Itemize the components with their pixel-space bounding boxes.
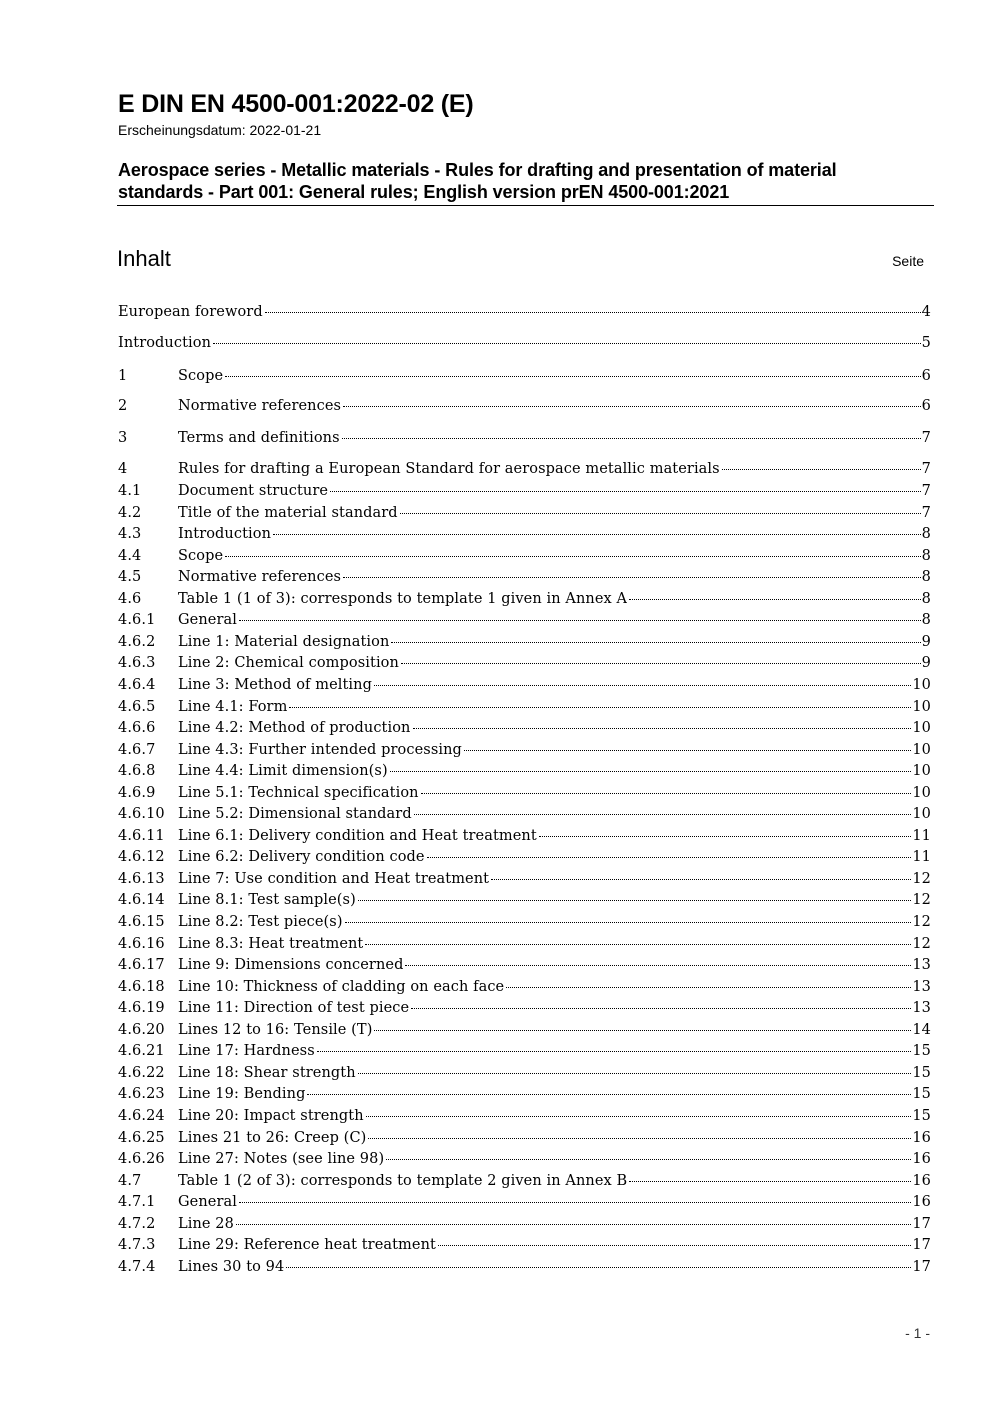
toc-entry[interactable] xyxy=(118,1234,931,1256)
toc-entry-number: 4.6.12 xyxy=(118,849,165,866)
toc-entry-leader xyxy=(629,599,921,600)
toc-entry-title: General xyxy=(178,612,237,629)
toc-entry-title: Line 28 xyxy=(178,1215,234,1232)
toc-entry-page: 10 xyxy=(912,806,931,823)
toc-entry-number: 4.6.3 xyxy=(118,655,156,672)
toc-entry-number: 4.6.16 xyxy=(118,935,165,952)
toc-entry-title: Line 3: Method of melting xyxy=(178,676,372,693)
toc-entry-page: 17 xyxy=(912,1215,931,1232)
toc-entry-page: 14 xyxy=(912,1021,931,1038)
toc-entry-number: 4.6.14 xyxy=(118,892,165,909)
toc-entry-leader xyxy=(365,944,911,945)
toc-entry[interactable] xyxy=(118,1019,931,1041)
toc-entry-leader xyxy=(225,376,921,377)
toc-entry-page: 12 xyxy=(912,914,931,930)
toc-entry-number: 4.7.2 xyxy=(118,1215,156,1232)
toc-entry-page: 13 xyxy=(912,957,931,974)
toc-entry-number: 4.6.10 xyxy=(118,806,165,823)
toc-entry-number: 4.7 xyxy=(118,1172,142,1189)
toc-entry-number: 4.6.23 xyxy=(118,1086,165,1103)
toc-entry-page: 10 xyxy=(912,784,931,801)
toc-entry-number: 4.7.1 xyxy=(118,1194,156,1211)
toc-entry-page: 15 xyxy=(912,1107,931,1124)
toc-entry-leader xyxy=(386,1159,911,1160)
toc-entry-leader xyxy=(368,1138,911,1139)
toc-entry-leader xyxy=(307,1094,911,1095)
toc-entry-title: Line 6.2: Delivery condition code xyxy=(178,849,425,866)
toc-entry-title: Line 9: Dimensions concerned xyxy=(178,957,404,974)
toc-entry-leader xyxy=(330,491,921,492)
toc-entry-number: 4.6.7 xyxy=(118,741,156,758)
header-divider xyxy=(117,205,934,206)
toc-entry-page: 12 xyxy=(912,870,931,887)
toc-entry-title: Line 6.1: Delivery condition and Heat treatment xyxy=(178,827,537,844)
toc-entry[interactable] xyxy=(118,609,931,631)
toc-entry-leader xyxy=(289,707,911,708)
toc-entry-leader xyxy=(239,620,921,621)
toc-entry-page: 5 xyxy=(921,335,931,351)
toc-entry-leader xyxy=(342,438,921,439)
toc-entry[interactable] xyxy=(118,365,931,387)
toc-entry-page: 8 xyxy=(921,590,931,607)
toc-entry-leader xyxy=(401,663,921,664)
toc-entry-page: 12 xyxy=(912,935,931,952)
toc-entry-page: 11 xyxy=(912,849,931,866)
toc-entry[interactable] xyxy=(118,458,931,480)
toc-entry[interactable] xyxy=(118,760,931,782)
toc-page-column-label: Seite xyxy=(892,253,924,269)
toc-entry-title: Line 4.4: Limit dimension(s) xyxy=(178,763,388,780)
toc-entry[interactable] xyxy=(118,545,931,567)
toc-entry[interactable] xyxy=(118,674,931,696)
toc-entry-leader xyxy=(390,771,912,772)
toc-entry-leader xyxy=(236,1224,911,1225)
toc-entry-page: 10 xyxy=(912,698,931,715)
toc-entry-number: 4.1 xyxy=(118,483,142,499)
toc-entry[interactable] xyxy=(118,889,931,911)
toc-entry-number: 4.6.1 xyxy=(118,612,156,629)
toc-entry-number: 4.6.13 xyxy=(118,870,165,887)
document-title-line-2: standards - Part 001: General rules; English version prEN 4500-001:2021 xyxy=(118,182,730,202)
toc-entry-leader xyxy=(273,534,921,535)
toc-entry-title: Introduction xyxy=(178,526,272,543)
toc-entry-page: 7 xyxy=(921,461,931,477)
toc-entry-page: 8 xyxy=(921,612,931,629)
toc-entry-title: Lines 30 to 94 xyxy=(178,1258,285,1275)
toc-entry-title: Title of the material standard xyxy=(178,504,398,521)
toc-entry-page: 8 xyxy=(921,569,931,586)
toc-entry[interactable] xyxy=(118,717,931,739)
toc-entry[interactable] xyxy=(118,1083,931,1105)
toc-entry-title: Line 1: Material designation xyxy=(178,633,390,650)
toc-entry[interactable] xyxy=(118,933,931,955)
toc-entry-leader xyxy=(213,343,921,344)
toc-entry-page: 16 xyxy=(912,1172,931,1189)
toc-entry-page: 7 xyxy=(921,483,931,499)
document-title xyxy=(118,159,934,203)
toc-entry-leader xyxy=(317,1051,912,1052)
toc-entry-title: Line 17: Hardness xyxy=(178,1043,315,1060)
toc-entry-page: 11 xyxy=(912,827,931,844)
document-id: E DIN EN 4500-001:2022-02 (E) xyxy=(118,90,474,118)
toc-entry-page: 16 xyxy=(912,1194,931,1211)
toc-entry-number: 4.6.22 xyxy=(118,1064,165,1081)
page-number: - 1 - xyxy=(905,1325,930,1341)
toc-entry[interactable] xyxy=(118,480,931,502)
toc-entry-leader xyxy=(286,1267,911,1268)
toc-entry-leader xyxy=(539,836,912,837)
toc-entry[interactable] xyxy=(118,782,931,804)
toc-entry-title: Line 8.2: Test piece(s) xyxy=(178,914,343,930)
toc-entry[interactable] xyxy=(118,301,931,323)
toc-entry-leader xyxy=(374,1030,911,1031)
toc-entry-title: Line 11: Direction of test piece xyxy=(178,1000,410,1017)
toc-entry-leader xyxy=(491,879,911,880)
publication-date: Erscheinungsdatum: 2022-01-21 xyxy=(118,122,322,138)
toc-entry-leader xyxy=(366,1116,912,1117)
toc-entry-number: 4.7.3 xyxy=(118,1237,156,1254)
toc-entry-page: 13 xyxy=(912,1000,931,1017)
toc-entry-title: Lines 21 to 26: Creep (C) xyxy=(178,1129,367,1146)
toc-entry-title: Line 5.2: Dimensional standard xyxy=(178,806,412,823)
toc-entry[interactable] xyxy=(118,427,931,449)
toc-entry-leader xyxy=(391,642,920,643)
toc-entry-title: Line 8.1: Test sample(s) xyxy=(178,892,356,909)
toc-entry-title: Line 5.1: Technical specification xyxy=(178,784,419,801)
toc-entry-number: 3 xyxy=(118,430,128,446)
toc-entry[interactable] xyxy=(118,502,931,524)
toc-entry-number: 4.6.26 xyxy=(118,1151,165,1168)
toc-entry-number: 4.6.6 xyxy=(118,720,156,737)
toc-entry-page: 15 xyxy=(912,1043,931,1060)
toc-entry-leader xyxy=(405,965,911,966)
toc-entry-page: 12 xyxy=(912,892,931,909)
toc-entry-number: 4.2 xyxy=(118,504,142,521)
toc-entry-title: Terms and definitions xyxy=(178,430,340,446)
toc-entry-page: 16 xyxy=(912,1129,931,1146)
toc-entry[interactable] xyxy=(118,588,931,610)
toc-entry-title: Scope xyxy=(178,368,224,384)
toc-entry-title: Normative references xyxy=(178,398,342,414)
toc-entry[interactable] xyxy=(118,868,931,890)
toc-entry[interactable] xyxy=(118,1127,931,1149)
toc-entry-title: Line 2: Chemical composition xyxy=(178,655,399,672)
toc-entry-title: Normative references xyxy=(178,569,342,586)
toc-entry-title: Line 7: Use condition and Heat treatment xyxy=(178,870,490,887)
toc-heading: Inhalt xyxy=(117,246,171,271)
toc-entry-page: 17 xyxy=(912,1258,931,1275)
toc-entry-leader xyxy=(374,685,911,686)
toc-entry-page: 8 xyxy=(921,547,931,564)
toc-entry-title: European foreword xyxy=(118,304,263,320)
toc-entry-leader xyxy=(414,814,912,815)
toc-entry-page: 17 xyxy=(912,1237,931,1254)
toc-entry-title: Rules for drafting a European Standard for aerospace metallic materials xyxy=(178,461,720,477)
toc-entry-leader xyxy=(411,1008,911,1009)
toc-entry-leader xyxy=(345,922,912,923)
toc-entry-number: 4.6.17 xyxy=(118,957,165,974)
toc-entry-leader xyxy=(464,750,911,751)
toc-entry-leader xyxy=(629,1181,911,1182)
toc-entry-page: 10 xyxy=(912,720,931,737)
toc-entry-page: 9 xyxy=(921,633,931,650)
toc-entry-leader xyxy=(413,728,912,729)
toc-entry-title: Introduction xyxy=(118,335,212,351)
toc-entry-leader xyxy=(358,1073,912,1074)
toc-entry[interactable] xyxy=(118,332,931,354)
toc-entry-leader xyxy=(225,556,921,557)
toc-entry-number: 4.5 xyxy=(118,569,142,586)
toc-entry-page: 9 xyxy=(921,655,931,672)
toc-entry-leader xyxy=(358,900,911,901)
toc-entry-number: 4 xyxy=(118,461,128,477)
toc-entry-title: Table 1 (2 of 3): corresponds to template 2 given in Annex B xyxy=(178,1172,628,1189)
toc-entry[interactable] xyxy=(118,395,931,417)
toc-entry[interactable] xyxy=(118,1040,931,1062)
toc-entry-number: 4.6.5 xyxy=(118,698,156,715)
toc-entry-number: 4.6.19 xyxy=(118,1000,165,1017)
toc-entry-number: 4.4 xyxy=(118,547,142,564)
toc-entry[interactable] xyxy=(118,976,931,998)
toc-entry[interactable] xyxy=(118,825,931,847)
toc-entry-title: Line 4.3: Further intended processing xyxy=(178,741,462,758)
toc-entry-title: Line 19: Bending xyxy=(178,1086,306,1103)
toc-entry-page: 15 xyxy=(912,1086,931,1103)
toc-entry-leader xyxy=(427,857,912,858)
toc-entry-title: Scope xyxy=(178,547,224,564)
toc-entry-page: 10 xyxy=(912,741,931,758)
toc-entry-title: Line 10: Thickness of cladding on each face xyxy=(178,978,505,995)
toc-entry-title: Line 4.1: Form xyxy=(178,698,288,715)
toc-entry-leader xyxy=(343,577,921,578)
toc-entry[interactable] xyxy=(118,1105,931,1127)
toc-entry-leader xyxy=(438,1245,911,1246)
toc-entry-title: Line 4.2: Method of production xyxy=(178,720,411,737)
toc-entry-leader xyxy=(400,513,921,514)
toc-entry-page: 16 xyxy=(912,1151,931,1168)
toc-entry[interactable] xyxy=(118,696,931,718)
toc-entry-page: 8 xyxy=(921,526,931,543)
document-title-line-1: Aerospace series - Metallic materials - Rules for drafting and presentation of material xyxy=(118,160,837,180)
toc-entry[interactable] xyxy=(118,1062,931,1084)
toc-entry-number: 4.3 xyxy=(118,526,142,543)
toc-entry-number: 4.6.24 xyxy=(118,1107,165,1124)
toc-entry-number: 4.6.9 xyxy=(118,784,156,801)
toc-entry[interactable] xyxy=(118,652,931,674)
toc-entry-number: 4.6.18 xyxy=(118,978,165,995)
toc-entry-leader xyxy=(722,469,921,470)
toc-entry[interactable] xyxy=(118,631,931,653)
toc-entry-leader xyxy=(421,793,912,794)
toc-entry-title: Line 8.3: Heat treatment xyxy=(178,935,364,952)
toc-entry-number: 4.6.15 xyxy=(118,914,165,930)
toc-entry-number: 4.6.4 xyxy=(118,676,156,693)
toc-entry[interactable] xyxy=(118,1191,931,1213)
toc-entry-title: General xyxy=(178,1194,237,1211)
toc-entry-number: 4.6.8 xyxy=(118,763,156,780)
toc-entry[interactable] xyxy=(118,1170,931,1192)
toc-entry[interactable] xyxy=(118,523,931,545)
toc-entry-number: 4.6.2 xyxy=(118,633,156,650)
toc-entry-page: 7 xyxy=(921,504,931,521)
toc-entry-number: 4.6.11 xyxy=(118,827,165,844)
toc-entry[interactable] xyxy=(118,803,931,825)
toc-entry-number: 4.6.20 xyxy=(118,1021,165,1038)
toc-entry[interactable] xyxy=(118,954,931,976)
toc-entry-leader xyxy=(343,406,921,407)
toc-entry-number: 4.6 xyxy=(118,590,142,607)
toc-entry-page: 4 xyxy=(921,304,931,320)
toc-entry[interactable] xyxy=(118,1213,931,1235)
toc-entry-leader xyxy=(265,312,921,313)
toc-entry-title: Line 29: Reference heat treatment xyxy=(178,1237,436,1254)
toc-entry-title: Table 1 (1 of 3): corresponds to template 1 given in Annex A xyxy=(178,590,628,607)
toc-entry[interactable] xyxy=(118,566,931,588)
toc-entry-leader xyxy=(239,1202,911,1203)
toc-entry-title: Document structure xyxy=(178,483,329,499)
toc-entry[interactable] xyxy=(118,1148,931,1170)
toc-entry-page: 10 xyxy=(912,676,931,693)
toc-entry-leader xyxy=(506,987,911,988)
toc-entry-title: Lines 12 to 16: Tensile (T) xyxy=(178,1021,373,1038)
toc-entry-page: 6 xyxy=(921,368,931,384)
toc-entry[interactable] xyxy=(118,1256,931,1278)
toc-entry-number: 4.6.25 xyxy=(118,1129,165,1146)
toc-entry-number: 4.6.21 xyxy=(118,1043,165,1060)
toc-entry-number: 1 xyxy=(118,368,128,384)
toc-entry[interactable] xyxy=(118,911,931,933)
toc-entry-number: 4.7.4 xyxy=(118,1258,156,1275)
toc-entry-page: 6 xyxy=(921,398,931,414)
toc-entry-page: 13 xyxy=(912,978,931,995)
toc-entry[interactable] xyxy=(118,997,931,1019)
toc-entry-title: Line 27: Notes (see line 98) xyxy=(178,1151,385,1168)
toc-entry-number: 2 xyxy=(118,398,128,414)
toc-entry[interactable] xyxy=(118,739,931,761)
toc-entry[interactable] xyxy=(118,846,931,868)
toc-entry-page: 10 xyxy=(912,763,931,780)
toc-entry-page: 15 xyxy=(912,1064,931,1081)
toc-entry-title: Line 20: Impact strength xyxy=(178,1107,364,1124)
toc-entry-title: Line 18: Shear strength xyxy=(178,1064,356,1081)
toc-entry-page: 7 xyxy=(921,430,931,446)
